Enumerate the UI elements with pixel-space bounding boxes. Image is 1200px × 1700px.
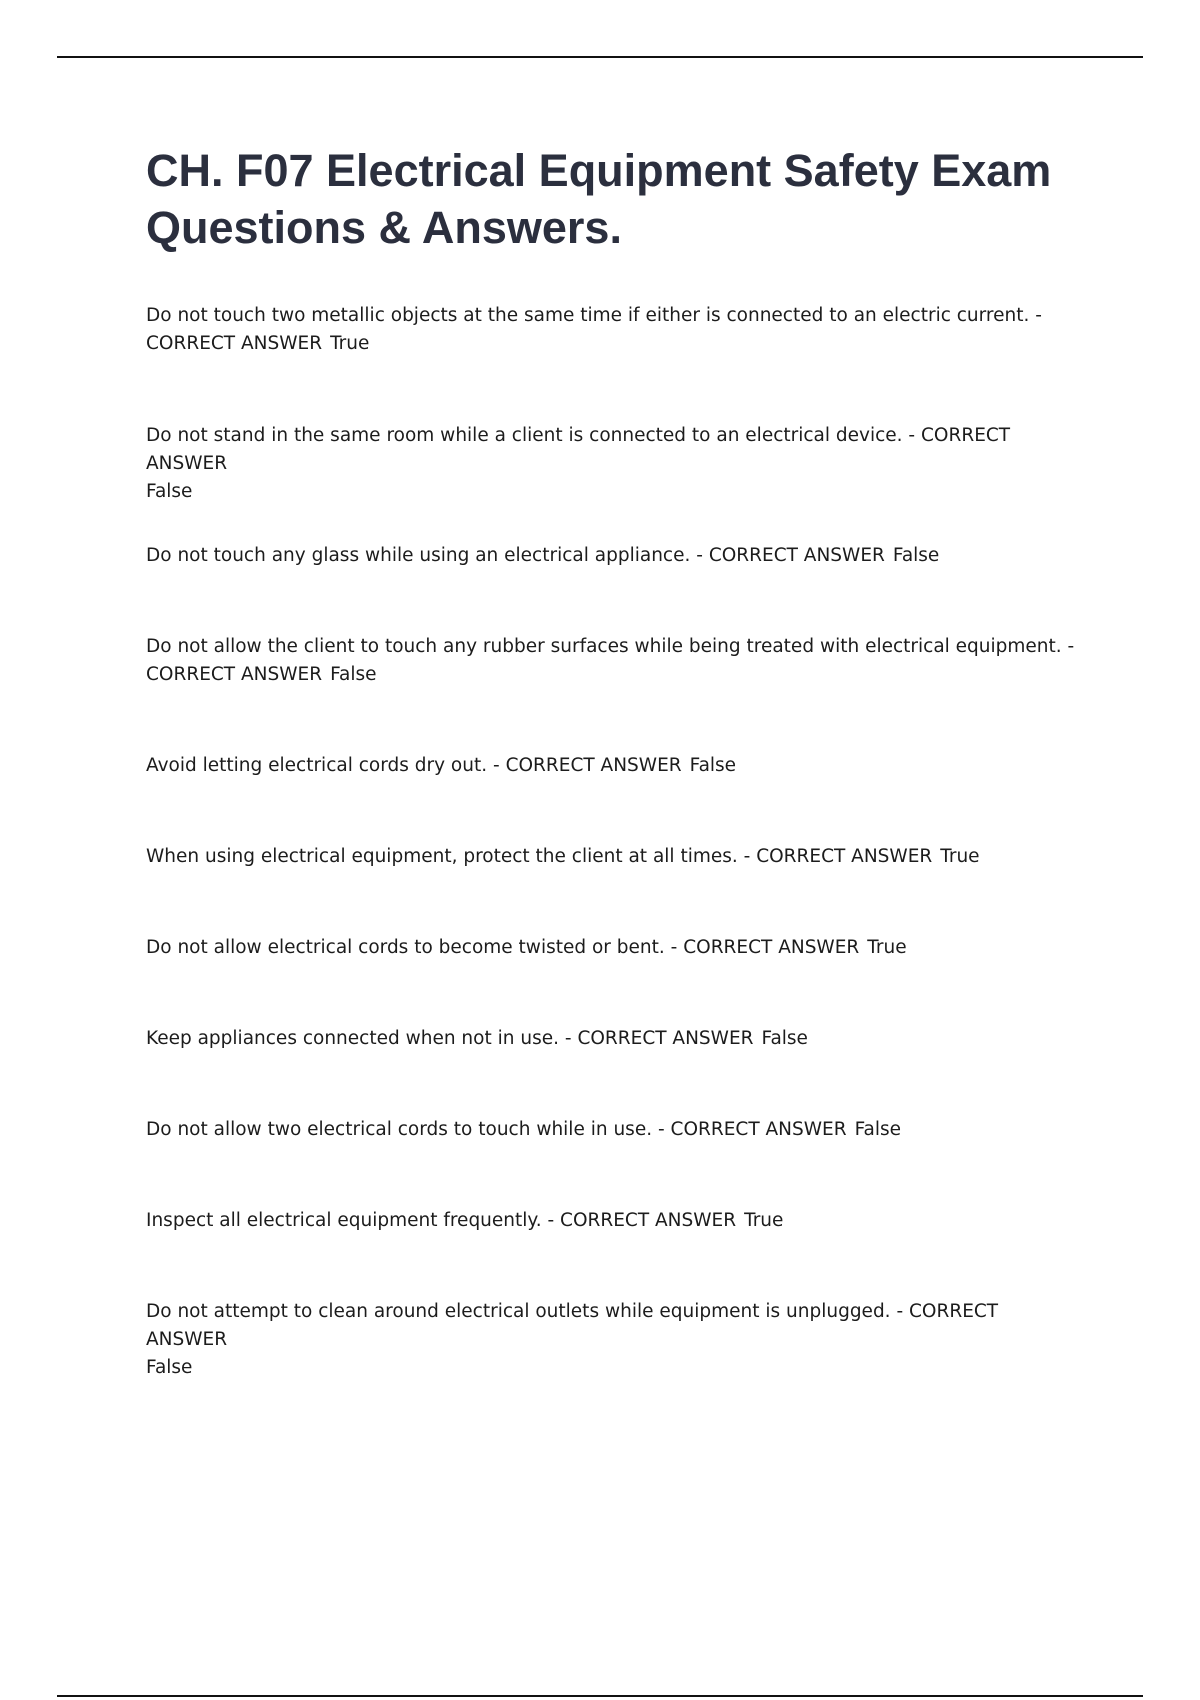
- page-title: CH. F07 Electrical Equipment Safety Exam Questions & Answers.: [146, 145, 1052, 253]
- qa-item: [146, 752, 1076, 780]
- qa-answer: True: [940, 846, 980, 867]
- qa-answer: False: [854, 1119, 902, 1140]
- correct-answer-label: CORRECT ANSWER: [505, 755, 682, 776]
- qa-item: [146, 843, 1076, 871]
- qa-answer: True: [744, 1210, 784, 1231]
- correct-answer-label: CORRECT ANSWER: [756, 846, 933, 867]
- qa-question: Inspect all electrical equipment frequently. -: [146, 1210, 555, 1231]
- correct-answer-label: CORRECT ANSWER: [683, 937, 860, 958]
- qa-item: [146, 633, 1076, 689]
- qa-answer: False: [330, 664, 377, 685]
- qa-answer: False: [761, 1028, 808, 1049]
- qa-item: [146, 542, 1076, 570]
- correct-answer-label: CORRECT ANSWER: [560, 1210, 737, 1231]
- qa-item: [146, 1207, 1076, 1235]
- bottom-rule: [57, 1695, 1143, 1697]
- qa-question: When using electrical equipment, protect the client at all times. -: [146, 846, 751, 867]
- document-body: [146, 142, 1076, 1378]
- qa-question: Keep appliances connected when not in use. -: [146, 1028, 572, 1049]
- qa-question: Do not attempt to clean around electrical outlets while equipment is unplugged. -: [146, 1301, 904, 1322]
- qa-question: Avoid letting electrical cords dry out. -: [146, 755, 500, 776]
- correct-answer-label: CORRECT ANSWER: [577, 1028, 754, 1049]
- correct-answer-label: CORRECT ANSWER: [146, 425, 1011, 474]
- qa-answer: False: [146, 481, 193, 502]
- qa-item: [146, 422, 1076, 506]
- qa-item: [146, 1116, 1076, 1144]
- qa-answer: False: [689, 755, 737, 776]
- qa-answer: True: [867, 937, 907, 958]
- qa-item: [146, 1298, 1076, 1382]
- qa-question: Do not allow electrical cords to become twisted or bent. -: [146, 937, 678, 958]
- qa-answer: False: [892, 545, 940, 566]
- top-rule: [57, 56, 1143, 58]
- qa-item: [146, 1025, 1076, 1053]
- correct-answer-label: CORRECT ANSWER: [670, 1119, 847, 1140]
- correct-answer-label: CORRECT ANSWER: [708, 545, 885, 566]
- qa-question: Do not touch two metallic objects at the same time if either is connected to an electric current. -: [146, 305, 1042, 326]
- qa-answer: True: [330, 333, 370, 354]
- qa-question: Do not stand in the same room while a client is connected to an electrical device. -: [146, 425, 916, 446]
- correct-answer-label: CORRECT ANSWER: [146, 664, 323, 685]
- qa-item: [146, 934, 1076, 962]
- qa-question: Do not allow the client to touch any rubber surfaces while being treated with electrical equipment. -: [146, 636, 1075, 657]
- correct-answer-label: CORRECT ANSWER: [146, 333, 323, 354]
- qa-item: [146, 302, 1076, 358]
- qa-question: Do not touch any glass while using an electrical appliance. -: [146, 545, 703, 566]
- correct-answer-label: CORRECT ANSWER: [146, 1301, 999, 1350]
- qa-answer: False: [146, 1357, 193, 1378]
- qa-question: Do not allow two electrical cords to touch while in use. -: [146, 1119, 665, 1140]
